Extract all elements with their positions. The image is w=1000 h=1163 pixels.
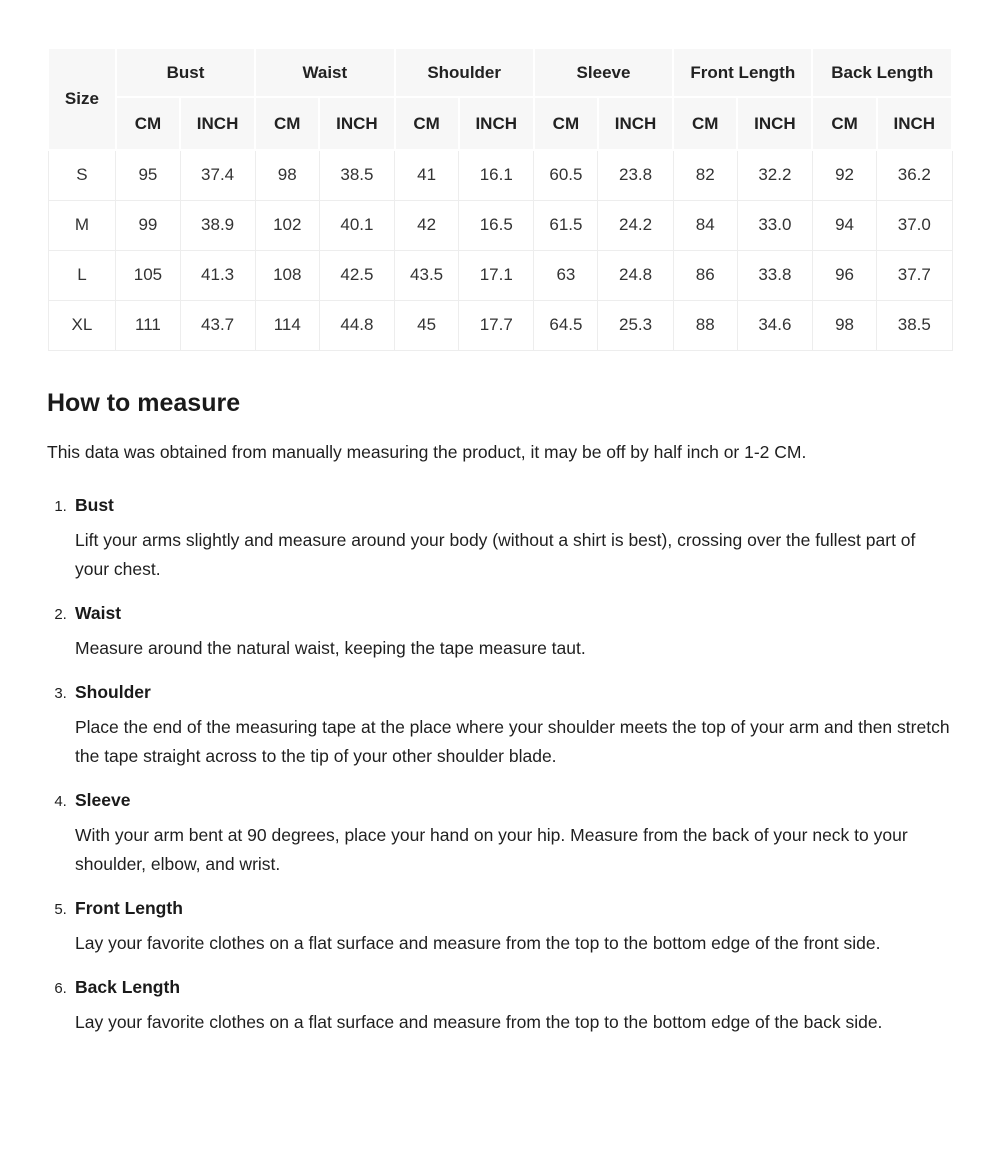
group-header-waist: Waist [255,48,394,97]
table-row [48,300,952,350]
size-cell: XL [48,300,116,350]
step-description: Lay your favorite clothes on a flat surface and measure from the top to the bottom edge of the front side. [75,932,881,953]
step-term: 3. Shoulder [75,681,151,702]
measurement-cell: 94 [812,200,876,250]
unit-header-cm: CM [116,97,180,150]
step-term: 6. Back Length [75,976,181,997]
measurement-cell: 84 [673,200,737,250]
unit-header-cm: CM [812,97,876,150]
step-term: 2. Waist [75,602,122,623]
size-cell: M [48,200,116,250]
measurement-cell: 17.7 [459,300,534,350]
measure-step-sleeve [71,788,953,879]
measurement-cell: 99 [116,200,180,250]
measurement-cell: 38.5 [877,300,952,350]
measurement-cell: 98 [812,300,876,350]
group-header-front-length: Front Length [673,48,812,97]
measurement-cell: 32.2 [737,150,812,200]
size-cell: S [48,150,116,200]
measure-steps-list [71,493,953,1037]
step-description: Lay your favorite clothes on a flat surface and measure from the top to the bottom edge of the back side. [75,1011,883,1032]
unit-header-inch: INCH [737,97,812,150]
measurement-cell: 42 [395,200,459,250]
measurement-cell: 44.8 [319,300,394,350]
measurement-cell: 95 [116,150,180,200]
unit-header-inch: INCH [180,97,255,150]
step-description: Place the end of the measuring tape at the place where your shoulder meets the top of your arm and then stretch the tape straight across to the tip of your other shoulder blade. [75,716,950,766]
measurement-cell: 23.8 [598,150,673,200]
measurement-cell: 41.3 [180,250,255,300]
unit-header-cm: CM [673,97,737,150]
unit-header-inch: INCH [877,97,952,150]
measurement-cell: 96 [812,250,876,300]
measurement-cell: 25.3 [598,300,673,350]
step-description: Lift your arms slightly and measure around your body (without a shirt is best), crossing over the fullest part of your chest. [75,529,916,579]
step-description: With your arm bent at 90 degrees, place your hand on your hip. Measure from the back of your neck to your shoulder, elbow, and wrist. [75,824,908,874]
group-header-sleeve: Sleeve [534,48,673,97]
measurement-cell: 63 [534,250,598,300]
measurement-cell: 42.5 [319,250,394,300]
measurement-cell: 34.6 [737,300,812,350]
measurement-cell: 38.9 [180,200,255,250]
measure-step-waist [71,601,953,663]
size-chart-table [47,47,953,351]
measurement-cell: 43.7 [180,300,255,350]
unit-header-inch: INCH [598,97,673,150]
measurement-cell: 16.5 [459,200,534,250]
measurement-cell: 88 [673,300,737,350]
unit-header-cm: CM [255,97,319,150]
measurement-cell: 61.5 [534,200,598,250]
group-header-bust: Bust [116,48,255,97]
measurement-cell: 43.5 [395,250,459,300]
unit-header-inch: INCH [319,97,394,150]
step-description: Measure around the natural waist, keeping the tape measure taut. [75,637,586,658]
measurement-cell: 102 [255,200,319,250]
measurement-cell: 41 [395,150,459,200]
measurement-cell: 114 [255,300,319,350]
measurement-cell: 37.7 [877,250,952,300]
step-term: 1. Bust [75,494,114,515]
unit-header-cm: CM [534,97,598,150]
measurement-cell: 92 [812,150,876,200]
measurement-cell: 105 [116,250,180,300]
measurement-cell: 24.2 [598,200,673,250]
step-term: 5. Front Length [75,897,183,918]
measurement-cell: 40.1 [319,200,394,250]
measure-step-back-length [71,975,953,1037]
measurement-cell: 37.0 [877,200,952,250]
measurement-cell: 82 [673,150,737,200]
measure-intro-text: This data was obtained from manually measuring the product, it may be off by half inch or 1-2 CM. [47,441,807,462]
table-row [48,150,952,200]
table-row [48,250,952,300]
step-term: 4. Sleeve [75,789,131,810]
measurement-cell: 86 [673,250,737,300]
how-to-measure-heading: How to measure [47,388,241,417]
measurement-cell: 36.2 [877,150,952,200]
measure-step-front-length [71,896,953,958]
size-column-header: Size [48,48,116,150]
unit-header-inch: INCH [459,97,534,150]
measure-step-bust [71,493,953,584]
measurement-cell: 111 [116,300,180,350]
measurement-cell: 60.5 [534,150,598,200]
measurement-cell: 45 [395,300,459,350]
measurement-cell: 33.0 [737,200,812,250]
measurement-cell: 16.1 [459,150,534,200]
table-row [48,200,952,250]
measure-step-shoulder [71,680,953,771]
measurement-cell: 38.5 [319,150,394,200]
measurement-cell: 98 [255,150,319,200]
measurement-cell: 17.1 [459,250,534,300]
measurement-cell: 33.8 [737,250,812,300]
unit-header-cm: CM [395,97,459,150]
table-header-group-row [48,48,952,97]
measurement-cell: 24.8 [598,250,673,300]
table-header-unit-row [48,97,952,150]
measurement-cell: 108 [255,250,319,300]
group-header-back-length: Back Length [812,48,952,97]
size-cell: L [48,250,116,300]
measurement-cell: 37.4 [180,150,255,200]
group-header-shoulder: Shoulder [395,48,534,97]
measurement-cell: 64.5 [534,300,598,350]
